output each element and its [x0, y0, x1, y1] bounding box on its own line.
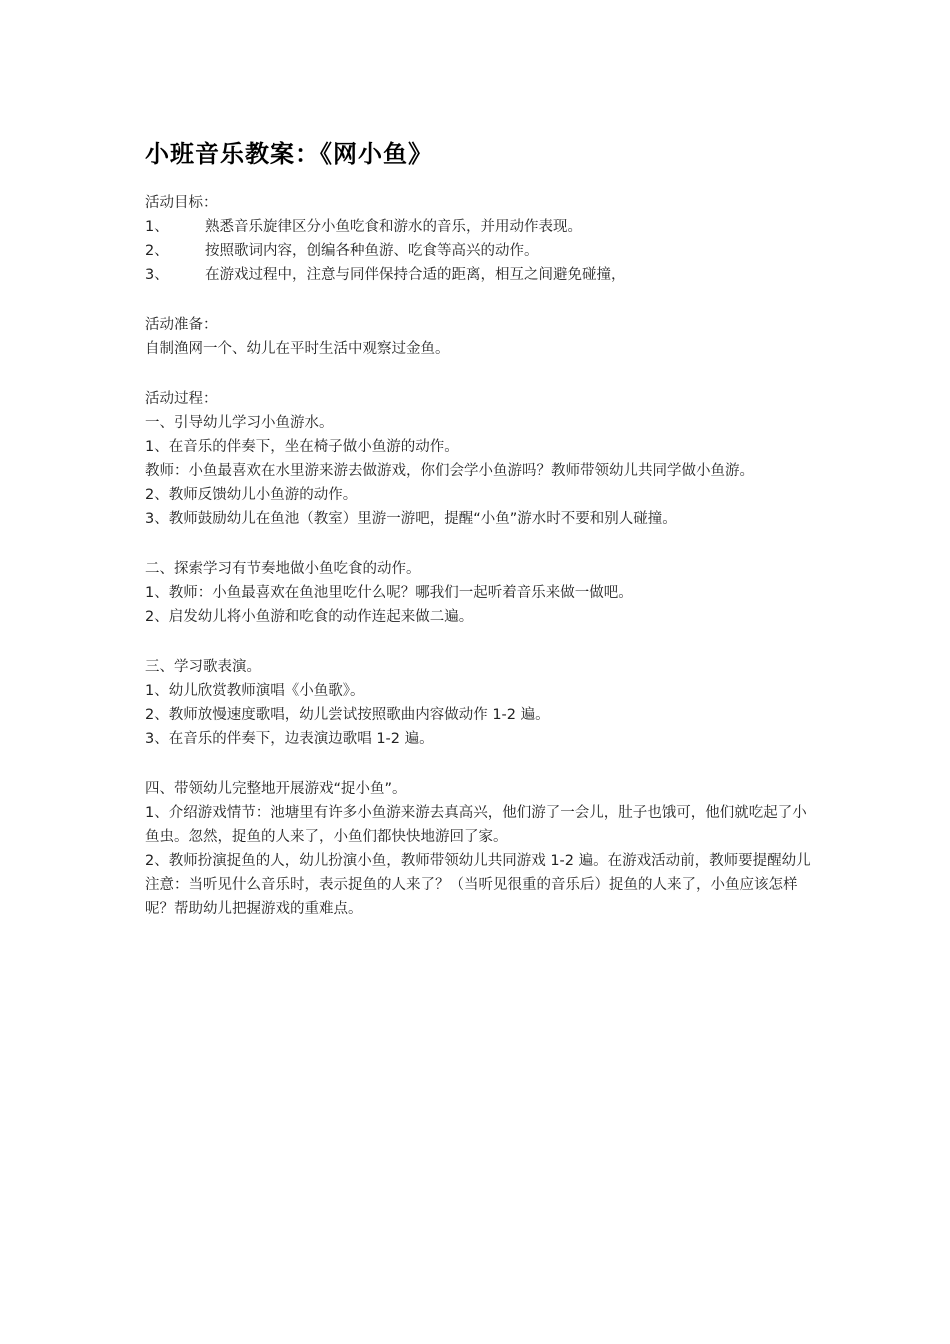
- section-paragraph: 2、教师扮演捉鱼的人，幼儿扮演小鱼，教师带领幼儿共同游戏 1-2 遍。在游戏活动前，教师要提醒幼儿注意：当听见什么音乐时，表示捉鱼的人来了？（当听见很重的音乐后）捉鱼的人来了，小鱼应该怎样呢？帮助幼儿把握游戏的重难点。: [145, 853, 811, 917]
- goal-text: 在游戏过程中，注意与同伴保持合适的距离，相互之间避免碰撞，: [205, 267, 626, 283]
- section-title: 一、引导幼儿学习小鱼游水。: [145, 415, 334, 431]
- spacer: [145, 287, 815, 313]
- document-body: [145, 191, 815, 921]
- section-line: 2、启发幼儿将小鱼游和吃食的动作连起来做二遍。: [145, 609, 474, 625]
- preparation-text: 自制渔网一个、幼儿在平时生活中观察过金鱼。: [145, 341, 450, 357]
- preparation-heading: 活动准备：: [145, 317, 218, 333]
- goal-text: 熟悉音乐旋律区分小鱼吃食和游水的音乐，并用动作表现。: [205, 219, 582, 235]
- section-paragraph: 教师：小鱼最喜欢在水里游来游去做游戏，你们会学小鱼游吗？教师带领幼儿共同学做小鱼游。: [145, 463, 754, 479]
- section-line: 2、教师反馈幼儿小鱼游的动作。: [145, 487, 358, 503]
- section-title: 三、学习歌表演。: [145, 659, 261, 675]
- section-title: 二、探索学习有节奏地做小鱼吃食的动作。: [145, 561, 421, 577]
- goal-item: [145, 239, 815, 263]
- goal-number: 3、: [145, 267, 169, 283]
- document-title: 小班音乐教案：《网小鱼》: [145, 139, 433, 168]
- section-line: 1、幼儿欣赏教师演唱《小鱼歌》。: [145, 683, 365, 699]
- spacer: [145, 629, 815, 655]
- goals-heading: 活动目标：: [145, 195, 218, 211]
- section-line: 1、在音乐的伴奏下，坐在椅子做小鱼游的动作。: [145, 439, 459, 455]
- section-line: 3、教师鼓励幼儿在鱼池（教室）里游一游吧，提醒“小鱼”游水时不要和别人碰撞。: [145, 511, 677, 527]
- process-heading: 活动过程：: [145, 391, 218, 407]
- goal-item: [145, 215, 815, 239]
- spacer: [145, 751, 815, 777]
- goal-text: 按照歌词内容，创编各种鱼游、吃食等高兴的动作。: [205, 243, 539, 259]
- section-title: 四、带领幼儿完整地开展游戏“捉小鱼”。: [145, 781, 407, 797]
- goal-item: [145, 263, 815, 287]
- spacer: [145, 361, 815, 387]
- spacer: [145, 531, 815, 557]
- section-line: 3、在音乐的伴奏下，边表演边歌唱 1-2 遍。: [145, 731, 434, 747]
- section-paragraph: 1、介绍游戏情节：池塘里有许多小鱼游来游去真高兴，他们游了一会儿，肚子也饿可，他们就吃起了小鱼虫。忽然，捉鱼的人来了，小鱼们都快快地游回了家。: [145, 805, 807, 845]
- section-line: 2、教师放慢速度歌唱，幼儿尝试按照歌曲内容做动作 1-2 遍。: [145, 707, 550, 723]
- goal-number: 2、: [145, 243, 169, 259]
- goal-number: 1、: [145, 219, 169, 235]
- section-line: 1、教师：小鱼最喜欢在鱼池里吃什么呢？哪我们一起听着音乐来做一做吧。: [145, 585, 633, 601]
